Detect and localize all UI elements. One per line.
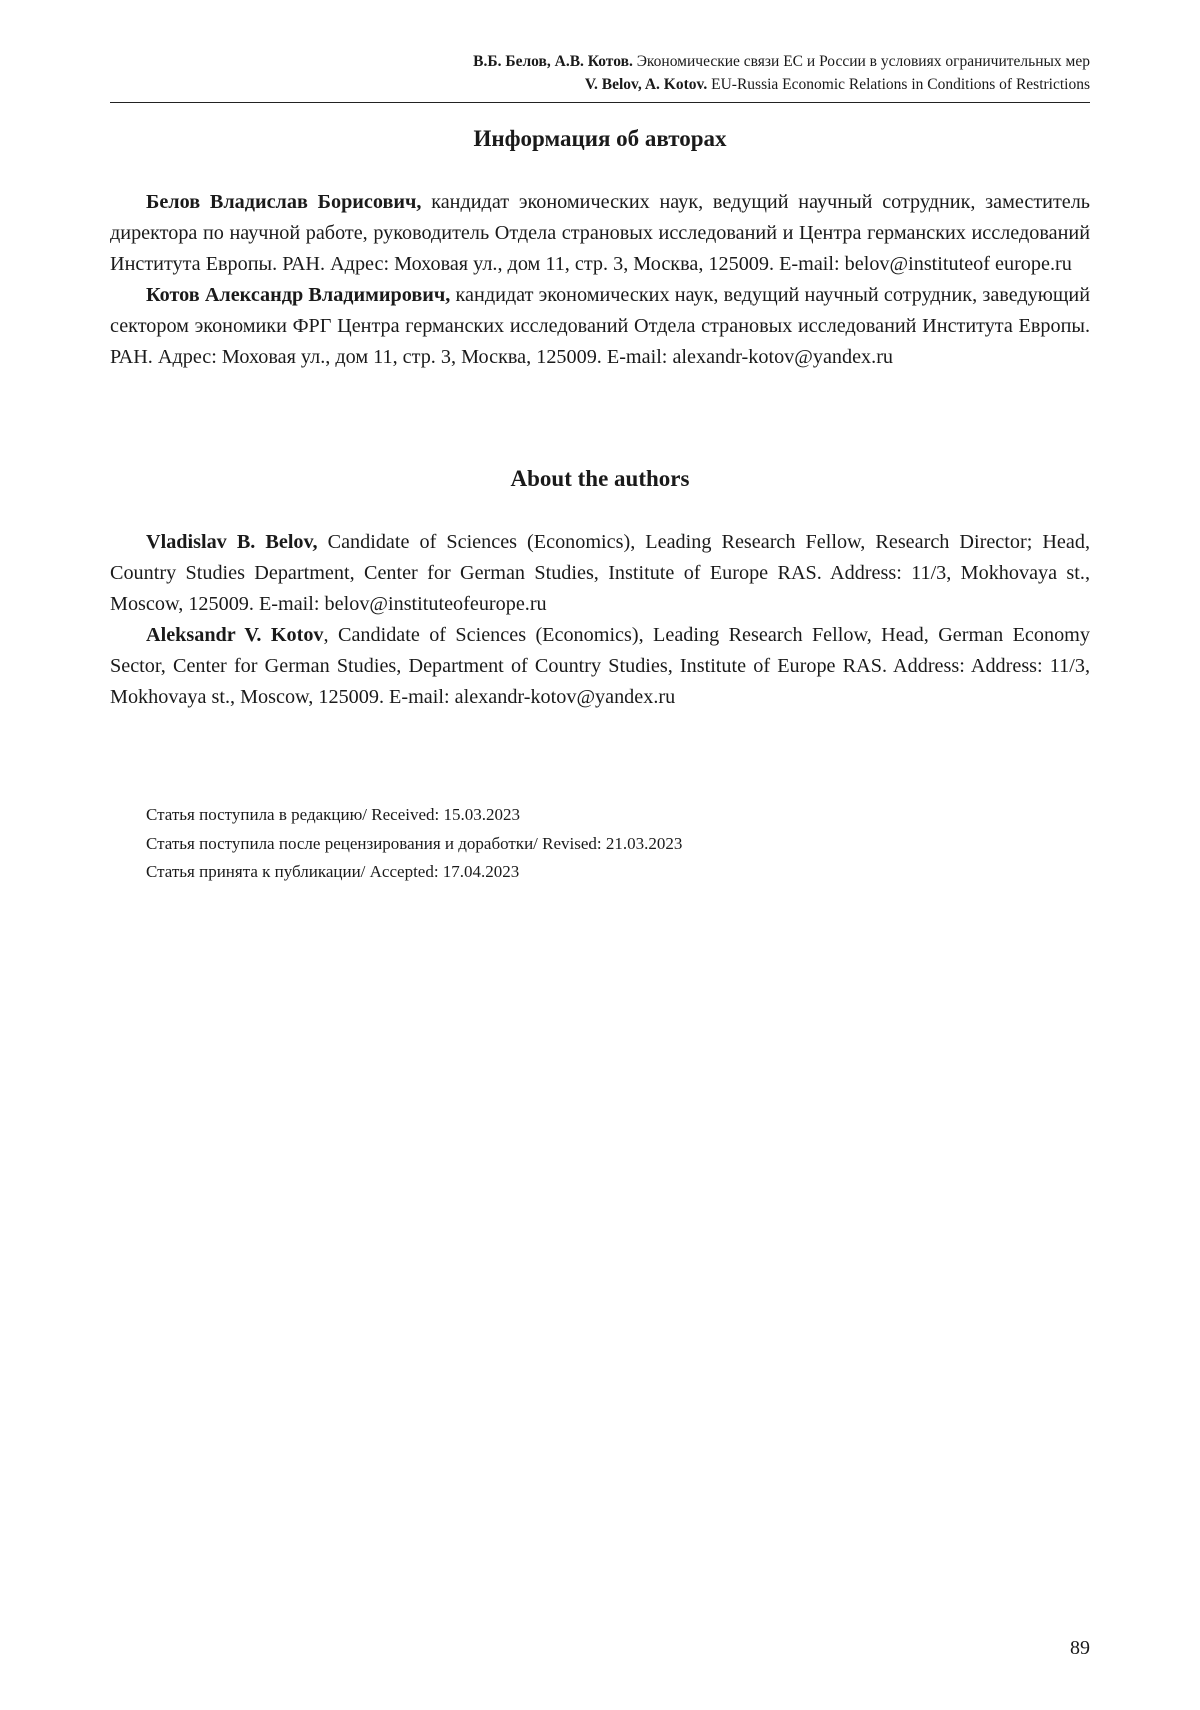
author-name: Белов Владислав Борисович,: [146, 191, 422, 213]
author-description: Candidate of Sciences (Economics), Leading Research Fellow, Research Director; Head, Country Studies Department, Center for German Studies, Institute of Europe RAS. Address: 11/3, Mokhovaya st., Moscow, 125009. E-mail: belov@instituteofeurope.ru: [110, 531, 1090, 615]
header-divider: [110, 102, 1090, 103]
journal-page: [110, 0, 1090, 1710]
section-title-en: About the authors: [510, 466, 690, 491]
author-description: кандидат экономических наук, ведущий научный сотрудник, заведующий сектором экономики ФРГ Центра германских исследований Отдела страновых исследований Института Европы. РАН. Адрес: Моховая ул., дом 11, стр. 3, Москва, 125009. E-mail: alexandr-kotov@yandex.ru: [110, 284, 1090, 368]
author-name: Aleksandr V. Kotov: [146, 624, 324, 646]
running-header: [110, 50, 1090, 96]
author-entry-kotov-en: [110, 620, 1090, 713]
author-description: кандидат экономических наук, ведущий научный сотрудник, заместитель директора по научной работе, руководитель Отдела страновых исследований и Центра германских исследований Института Европы. РАН. Адрес: Моховая ул., дом 11, стр. 3, Москва, 125009. E-mail: belov@instituteof europe.ru: [110, 191, 1091, 275]
authors-info-en: [110, 527, 1090, 713]
running-header-title-en: EU-Russia Economic Relations in Conditions of Restrictions: [711, 76, 1090, 93]
running-header-title-ru: Экономические связи ЕС и России в условиях ограничительных мер: [636, 53, 1090, 70]
section-title-ru: Информация об авторах: [473, 126, 727, 151]
author-name: Vladislav B. Belov,: [146, 531, 318, 553]
running-header-authors-en: V. Belov, A. Kotov.: [584, 76, 708, 93]
date-accepted: Статья принята к публикации/ Accepted: 17.04.2023: [146, 862, 520, 881]
date-received: Статья поступила в редакцию/ Received: 15.03.2023: [146, 805, 520, 824]
authors-info-ru: [110, 187, 1090, 373]
page-number: 89: [1070, 1637, 1090, 1659]
running-header-line-en: [110, 73, 1090, 96]
author-entry-kotov-ru: [110, 280, 1090, 373]
running-header-authors-ru: В.Б. Белов, А.В. Котов.: [473, 53, 633, 70]
date-revised: Статья поступила после рецензирования и доработки/ Revised: 21.03.2023: [146, 833, 683, 853]
running-header-line-ru: [110, 50, 1090, 73]
author-entry-belov-en: [110, 527, 1090, 620]
article-dates: [146, 801, 682, 887]
author-description: , Candidate of Sciences (Economics), Leading Research Fellow, Head, German Economy Sector, Center for German Studies, Department of Country Studies, Institute of Europe RAS. Address: Address: 11/3, Mokhovaya st., Moscow, 125009. E-mail: alexandr-kotov@yandex.ru: [110, 624, 1090, 708]
author-name: Котов Александр Владимирович,: [146, 284, 451, 306]
author-entry-belov-ru: [110, 187, 1090, 280]
